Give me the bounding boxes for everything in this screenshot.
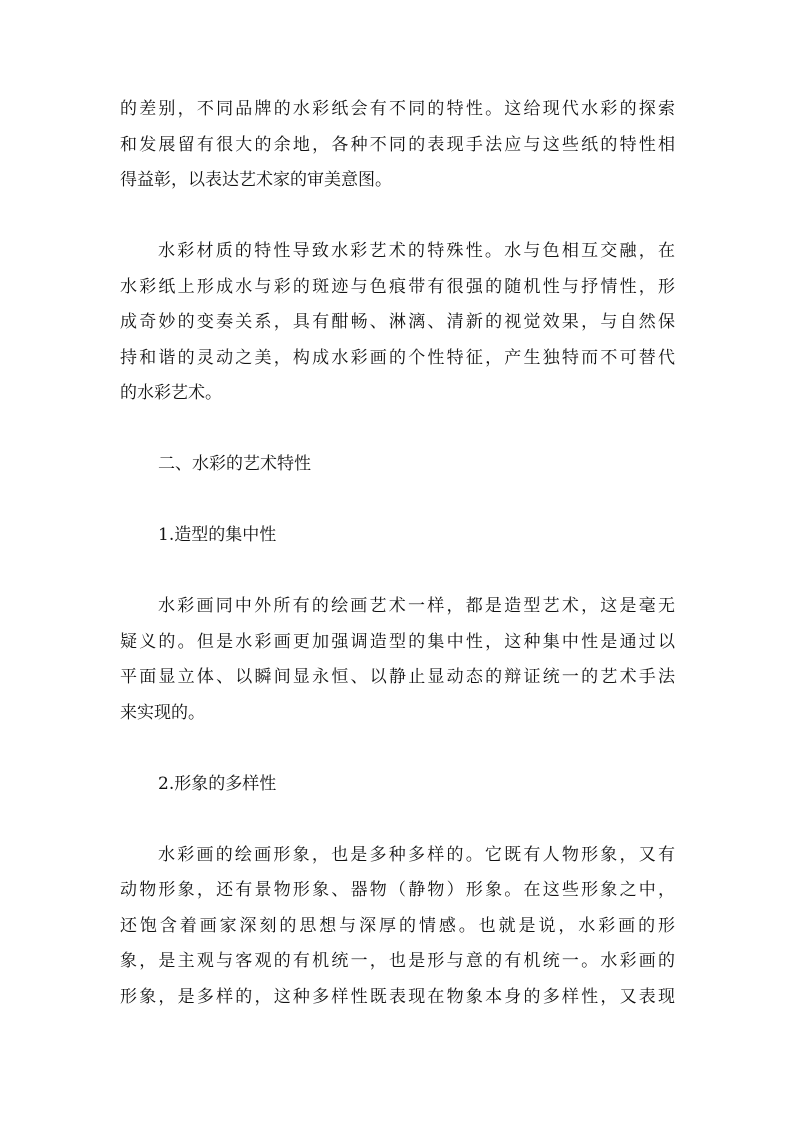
paragraph-line: 和发展留有很大的余地，各种不同的表现手法应与这些纸的特性相 bbox=[120, 135, 675, 155]
paragraph-line: 平面显立体、以瞬间显永恒、以静止显动态的辩证统一的艺术手法 bbox=[120, 667, 675, 687]
section-heading: 二、水彩的艺术特性 bbox=[158, 454, 311, 474]
paragraph-line: 还饱含着画家深刻的思想与深厚的情感。也就是说，水彩画的形 bbox=[120, 916, 675, 936]
paragraph-line: 动物形象，还有景物形象、器物（静物）形象。在这些形象之中， bbox=[120, 880, 675, 900]
sub-heading: 2.形象的多样性 bbox=[158, 774, 277, 794]
paragraph-line: 水彩纸上形成水与彩的斑迹与色痕带有很强的随机性与抒情性，形 bbox=[120, 277, 675, 297]
paragraph-line: 水彩画的绘画形象，也是多种多样的。它既有人物形象，又有 bbox=[158, 845, 675, 865]
paragraph-line: 形象，是多样的，这种多样性既表现在物象本身的多样性，又表现 bbox=[120, 987, 675, 1007]
paragraph-line: 水彩材质的特性导致水彩艺术的特殊性。水与色相互交融，在 bbox=[158, 241, 675, 261]
paragraph-line: 来实现的。 bbox=[120, 703, 205, 723]
sub-heading: 1.造型的集中性 bbox=[158, 525, 277, 545]
paragraph-line: 成奇妙的变奏关系，具有酣畅、淋漓、清新的视觉效果，与自然保 bbox=[120, 312, 675, 332]
paragraph-line: 持和谐的灵动之美，构成水彩画的个性特征，产生独特而不可替代 bbox=[120, 348, 675, 368]
paragraph-line: 水彩画同中外所有的绘画艺术一样，都是造型艺术，这是毫无 bbox=[158, 596, 675, 616]
paragraph-line: 的差别，不同品牌的水彩纸会有不同的特性。这给现代水彩的探索 bbox=[120, 99, 675, 119]
paragraph-line: 疑义的。但是水彩画更加强调造型的集中性，这种集中性是通过以 bbox=[120, 632, 675, 652]
paragraph-line: 得益彰，以表达艺术家的审美意图。 bbox=[120, 170, 392, 190]
paragraph-line: 的水彩艺术。 bbox=[120, 383, 222, 403]
paragraph-line: 象，是主观与客观的有机统一，也是形与意的有机统一。水彩画的 bbox=[120, 951, 675, 971]
